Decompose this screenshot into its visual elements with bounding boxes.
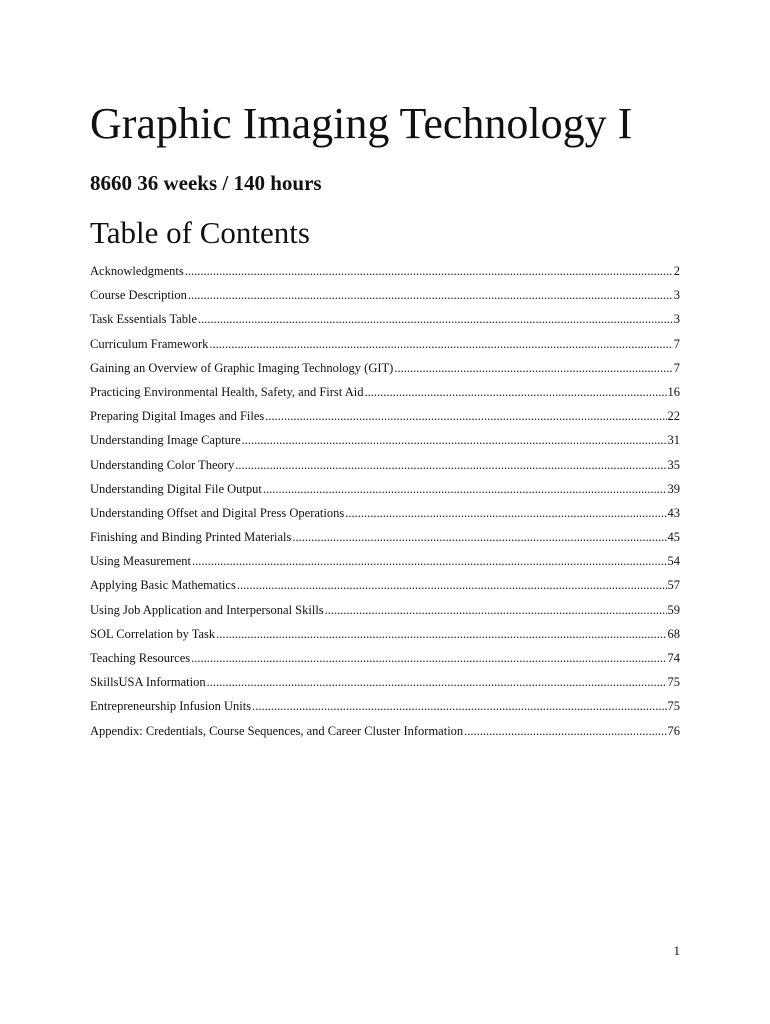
toc-entry-page: 43: [667, 505, 680, 520]
toc-entry[interactable]: [90, 696, 680, 720]
toc-entry[interactable]: [90, 648, 680, 672]
toc-entry-label: Task Essentials Table: [90, 312, 198, 327]
toc-dot-leader: [216, 624, 666, 644]
toc-entry-page: 3: [673, 288, 680, 303]
toc-entry-label: Preparing Digital Images and Files: [90, 409, 265, 424]
toc-dot-leader: [192, 551, 666, 571]
toc-entry-label: Applying Basic Mathematics: [90, 578, 236, 593]
toc-entry-label: Course Description: [90, 288, 187, 303]
toc-entry[interactable]: [90, 358, 680, 382]
toc-entry-page: 7: [673, 360, 680, 375]
toc-entry-page: 59: [667, 602, 680, 617]
toc-entry[interactable]: [90, 551, 680, 575]
toc-heading: Table of Contents: [90, 215, 310, 250]
toc-entry-label: Appendix: Credentials, Course Sequences, and Career Cluster Information: [90, 723, 464, 738]
toc-entry[interactable]: [90, 672, 680, 696]
page-number: 1: [673, 943, 680, 958]
toc-entry[interactable]: [90, 600, 680, 624]
toc-dot-leader: [188, 285, 673, 305]
toc-entry[interactable]: [90, 479, 680, 503]
toc-entry-page: 7: [673, 336, 680, 351]
toc-entry-label: SOL Correlation by Task: [90, 626, 216, 641]
toc-dot-leader: [237, 575, 667, 595]
toc-dot-leader: [252, 696, 666, 716]
toc-dot-leader: [464, 721, 666, 741]
toc-entry[interactable]: [90, 285, 680, 309]
toc-entry-label: Using Job Application and Interpersonal Skills: [90, 602, 324, 617]
toc-entry-page: 31: [667, 433, 680, 448]
toc-entry[interactable]: [90, 382, 680, 406]
toc-entry[interactable]: [90, 527, 680, 551]
toc-entry-label: Understanding Digital File Output: [90, 481, 262, 496]
toc-entry-label: SkillsUSA Information: [90, 675, 206, 690]
toc-dot-leader: [235, 455, 666, 475]
toc-entry[interactable]: [90, 455, 680, 479]
toc-entry-page: 54: [667, 554, 680, 569]
toc-entry[interactable]: [90, 430, 680, 454]
toc-entry-label: Curriculum Framework: [90, 336, 209, 351]
toc-entry[interactable]: [90, 624, 680, 648]
toc-entry-label: Acknowledgments: [90, 264, 184, 278]
toc-entry-label: Entrepreneurship Infusion Units: [90, 699, 252, 714]
toc-dot-leader: [345, 503, 666, 523]
toc-entry[interactable]: [90, 575, 680, 599]
toc-entry[interactable]: [90, 721, 680, 745]
toc-entry-page: 2: [673, 264, 680, 278]
document-title: Graphic Imaging Technology I: [90, 99, 633, 148]
toc-entry[interactable]: [90, 406, 680, 430]
toc-dot-leader: [242, 430, 667, 450]
toc-dot-leader: [263, 479, 667, 499]
toc-entry-page: 75: [667, 675, 680, 690]
toc-dot-leader: [292, 527, 666, 547]
toc-dot-leader: [185, 261, 673, 281]
toc-entry-page: 68: [667, 626, 680, 641]
toc-entry-page: 39: [667, 481, 680, 496]
toc-entry-page: 74: [667, 651, 680, 665]
toc-entry[interactable]: [90, 261, 680, 285]
toc-dot-leader: [265, 406, 666, 426]
toc-entry-page: 16: [667, 384, 680, 399]
toc-dot-leader: [394, 358, 672, 378]
toc-dot-leader: [209, 334, 672, 354]
toc-dot-leader: [191, 648, 666, 668]
toc-entry-label: Understanding Color Theory: [90, 457, 235, 472]
table-of-contents: [90, 261, 680, 745]
toc-entry-label: Understanding Offset and Digital Press Operations: [90, 505, 345, 520]
toc-entry-label: Teaching Resources: [90, 651, 191, 665]
toc-dot-leader: [325, 600, 667, 620]
toc-entry[interactable]: [90, 503, 680, 527]
toc-dot-leader: [364, 382, 666, 402]
toc-entry-page: 22: [667, 409, 680, 424]
toc-entry-page: 76: [667, 723, 680, 738]
toc-entry-label: Using Measurement: [90, 554, 192, 569]
toc-entry-label: Practicing Environmental Health, Safety, and First Aid: [90, 384, 364, 399]
toc-entry-label: Gaining an Overview of Graphic Imaging Technology (GIT): [90, 360, 394, 375]
course-code-duration: 8660 36 weeks / 140 hours: [90, 171, 322, 195]
toc-dot-leader: [207, 672, 667, 692]
toc-entry-label: Understanding Image Capture: [90, 433, 241, 448]
toc-entry[interactable]: [90, 309, 680, 333]
toc-dot-leader: [198, 309, 673, 329]
toc-entry-page: 45: [667, 530, 680, 545]
toc-entry[interactable]: [90, 334, 680, 358]
toc-entry-page: 35: [667, 457, 680, 472]
toc-entry-page: 75: [667, 699, 680, 714]
toc-entry-page: 3: [673, 312, 680, 327]
toc-entry-page: 57: [667, 578, 680, 593]
toc-entry-label: Finishing and Binding Printed Materials: [90, 530, 292, 545]
